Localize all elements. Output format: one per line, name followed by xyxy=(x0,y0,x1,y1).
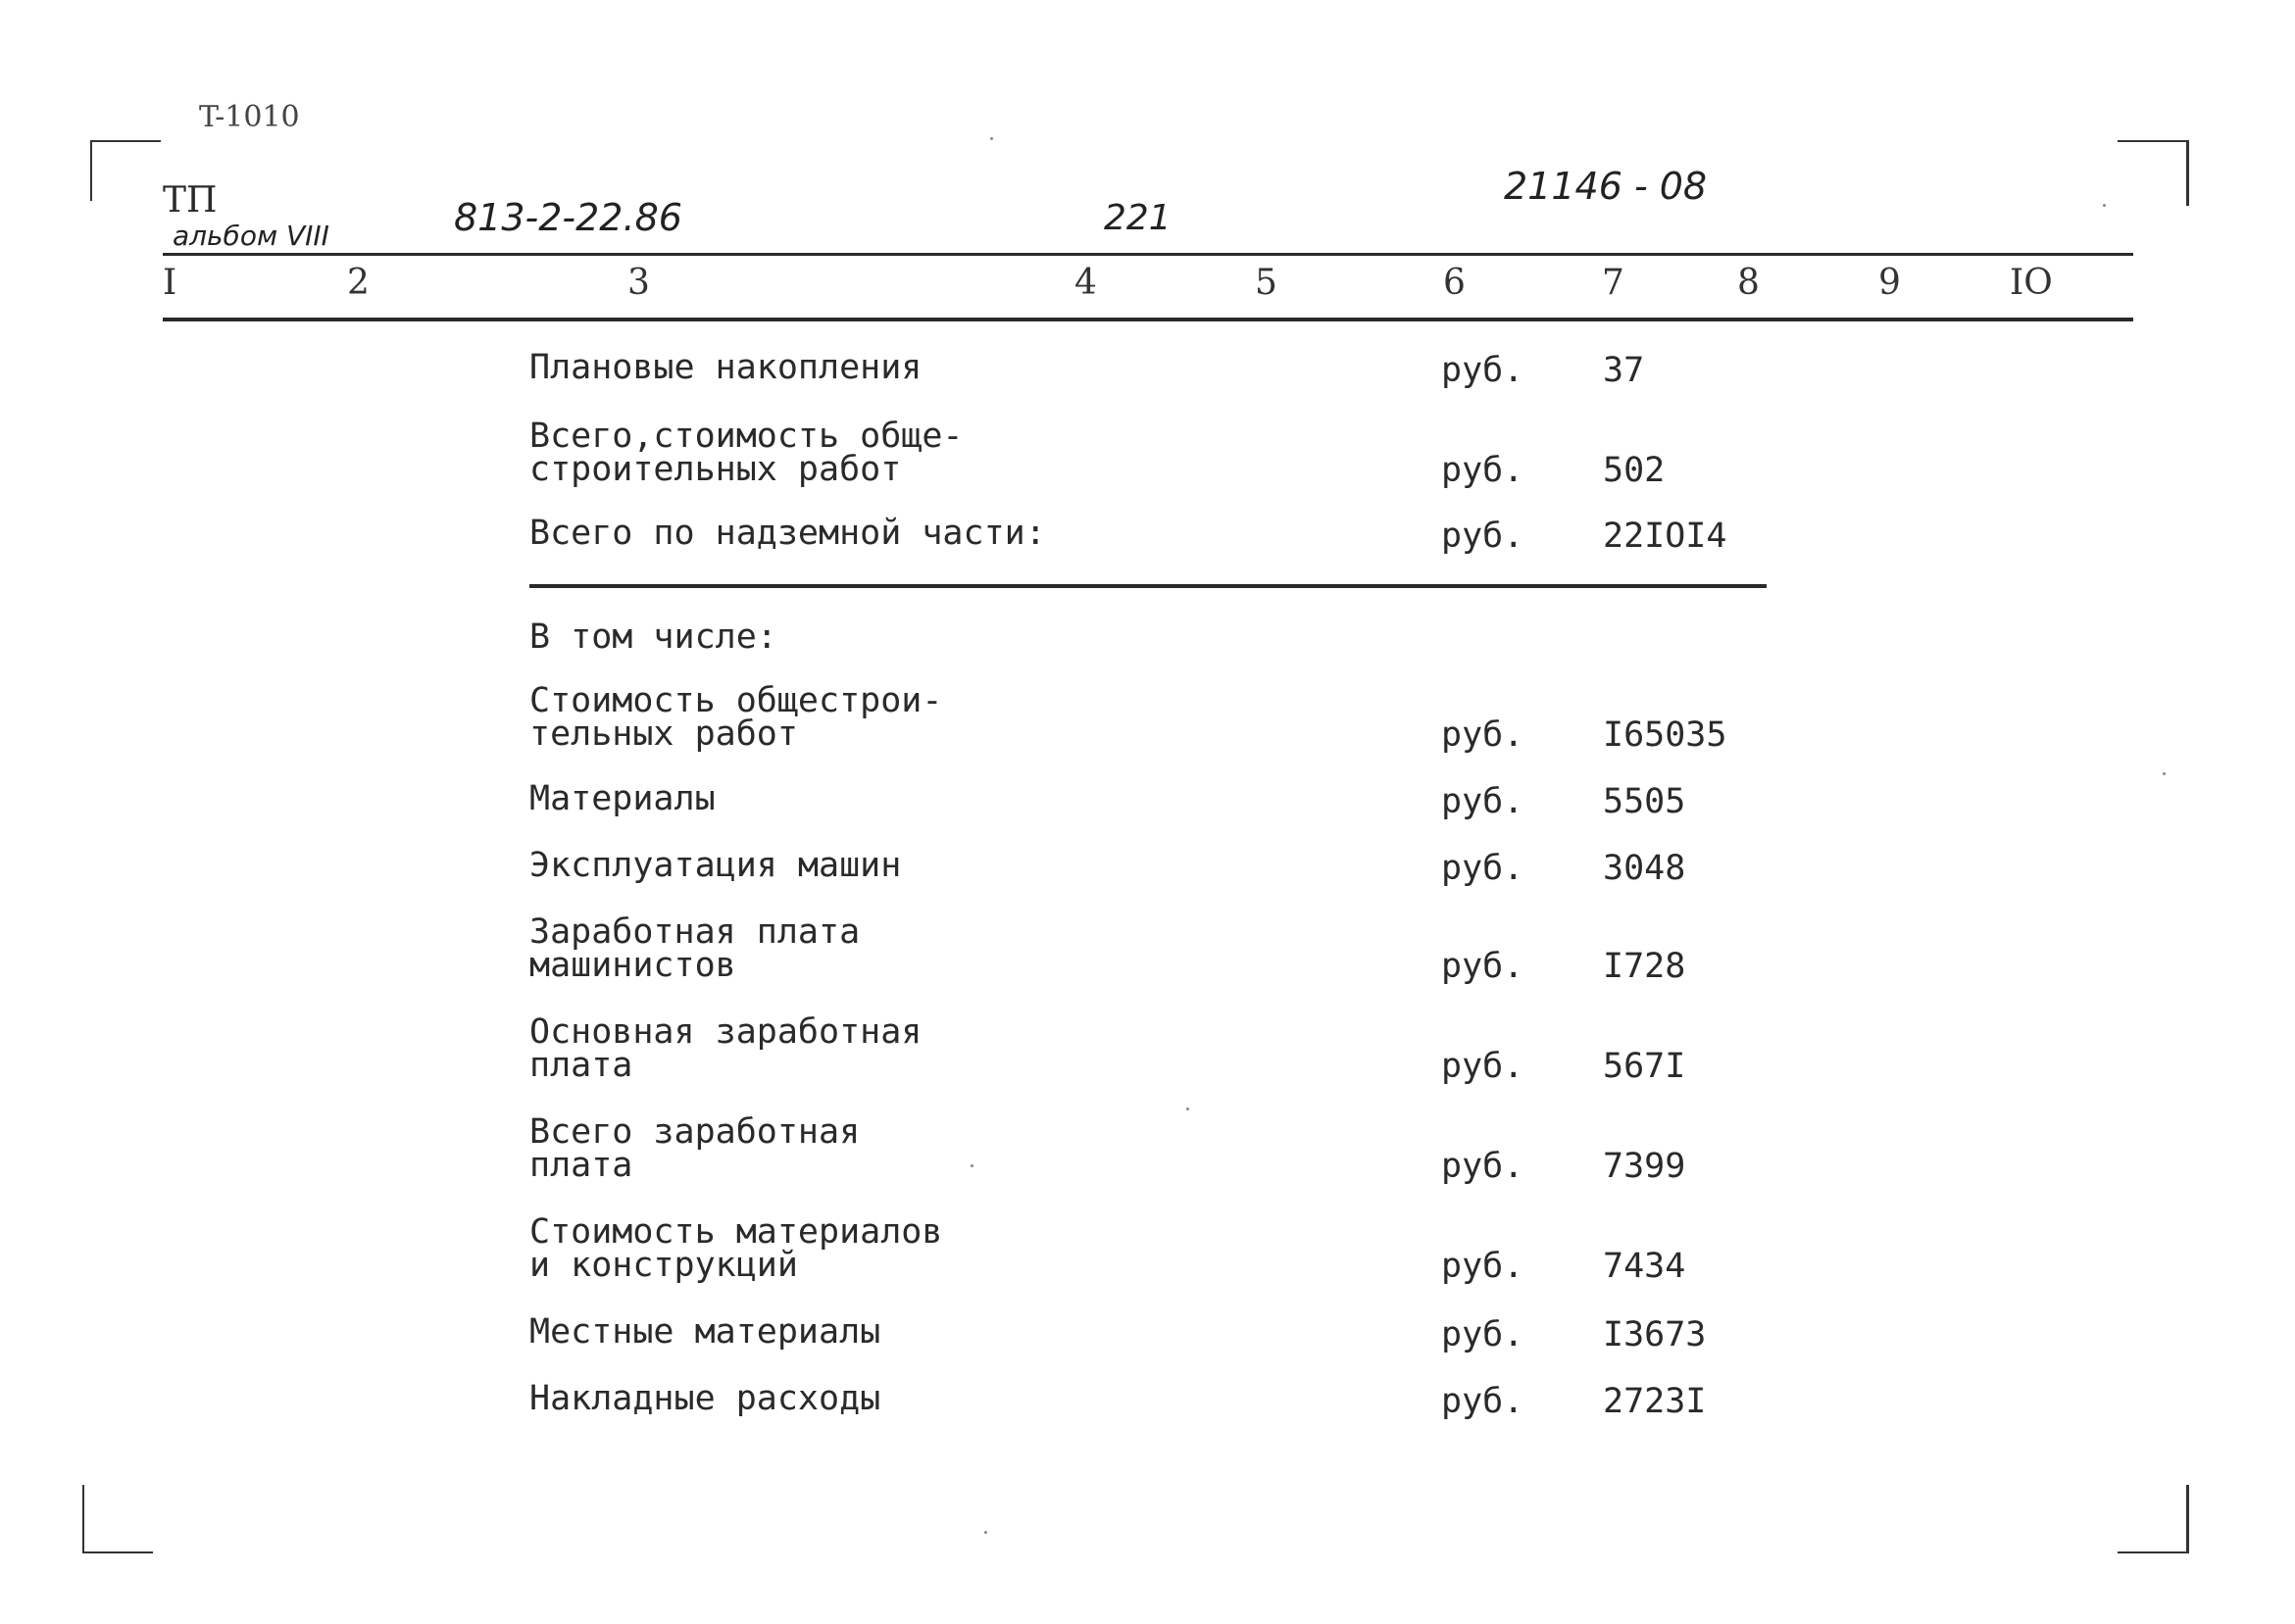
column-number-10: IO xyxy=(2010,263,2053,303)
breakdown-row-unit: руб. xyxy=(1441,1382,1524,1421)
corner-mark-bottom-left xyxy=(82,1485,153,1553)
column-number-5: 5 xyxy=(1255,263,1277,303)
scan-speck xyxy=(2163,772,2166,775)
breakdown-subheading: В том числе: xyxy=(529,617,777,657)
breakdown-row-value: 2723I xyxy=(1603,1382,1707,1421)
scan-speck xyxy=(971,1164,973,1167)
tp-label: ТП xyxy=(163,180,218,221)
scan-speck xyxy=(984,1531,987,1534)
breakdown-row-label: Эксплуатация машин xyxy=(529,846,902,885)
breakdown-row-value: I728 xyxy=(1603,947,1686,986)
breakdown-row-value: 567I xyxy=(1603,1047,1686,1086)
album-label: альбом VIII xyxy=(173,220,329,252)
sheet-number: 221 xyxy=(1104,198,1172,238)
breakdown-row-label: Заработная плата машинистов xyxy=(529,912,861,985)
summary-row-unit: руб. xyxy=(1441,517,1524,556)
document-code-top: T-1010 xyxy=(199,100,300,134)
breakdown-row-label: Местные материалы xyxy=(529,1312,881,1352)
scan-speck xyxy=(2103,204,2106,207)
breakdown-row-label: Накладные расходы xyxy=(529,1379,881,1418)
breakdown-row-value: 3048 xyxy=(1603,849,1686,888)
series-number: 813-2-22.86 xyxy=(454,196,682,239)
breakdown-row-value: 5505 xyxy=(1603,782,1686,821)
corner-mark-top-right xyxy=(2118,140,2189,206)
header-top-rule xyxy=(163,253,2133,256)
summary-row-unit: руб. xyxy=(1441,351,1524,390)
summary-row-value: 502 xyxy=(1603,451,1666,490)
breakdown-row-unit: руб. xyxy=(1441,715,1524,755)
summary-row-unit: руб. xyxy=(1441,451,1524,490)
column-number-8: 8 xyxy=(1737,263,1760,303)
column-number-6: 6 xyxy=(1443,263,1466,303)
header-bottom-rule xyxy=(163,318,2133,321)
summary-row-value: 22IOI4 xyxy=(1603,517,1727,556)
breakdown-row-unit: руб. xyxy=(1441,1315,1524,1354)
corner-mark-bottom-right xyxy=(2118,1485,2189,1553)
breakdown-row-label: Основная заработная плата xyxy=(529,1012,923,1085)
column-number-1: I xyxy=(163,263,177,303)
breakdown-row-unit: руб. xyxy=(1441,782,1524,821)
corner-mark-top-left xyxy=(90,140,161,201)
breakdown-row-unit: руб. xyxy=(1441,849,1524,888)
summary-divider-rule xyxy=(529,584,1767,588)
breakdown-row-value: I65035 xyxy=(1603,715,1727,755)
breakdown-row-value: 7434 xyxy=(1603,1247,1686,1286)
breakdown-row-label: Материалы xyxy=(529,779,716,818)
breakdown-row-unit: руб. xyxy=(1441,1047,1524,1086)
summary-row-value: 37 xyxy=(1603,351,1645,390)
column-number-3: 3 xyxy=(627,263,650,303)
summary-row-label: Всего по надземной части: xyxy=(529,514,1046,553)
breakdown-row-unit: руб. xyxy=(1441,1147,1524,1186)
column-number-7: 7 xyxy=(1602,263,1624,303)
column-number-9: 9 xyxy=(1878,263,1901,303)
breakdown-row-label: Всего заработная плата xyxy=(529,1112,861,1185)
breakdown-row-label: Стоимость общестрои- тельных работ xyxy=(529,681,943,754)
scan-speck xyxy=(990,137,993,140)
column-number-2: 2 xyxy=(347,263,370,303)
breakdown-row-value: 7399 xyxy=(1603,1147,1686,1186)
summary-row-label: Плановые накопления xyxy=(529,348,923,387)
breakdown-row-unit: руб. xyxy=(1441,947,1524,986)
document-number: 21146 - 08 xyxy=(1504,165,1708,208)
breakdown-row-value: I3673 xyxy=(1603,1315,1707,1354)
breakdown-row-label: Стоимость материалов и конструкций xyxy=(529,1212,943,1285)
column-number-4: 4 xyxy=(1074,263,1097,303)
summary-row-label: Всего,стоимость обще- строительных работ xyxy=(529,417,964,489)
scan-speck xyxy=(1186,1107,1189,1110)
breakdown-row-unit: руб. xyxy=(1441,1247,1524,1286)
